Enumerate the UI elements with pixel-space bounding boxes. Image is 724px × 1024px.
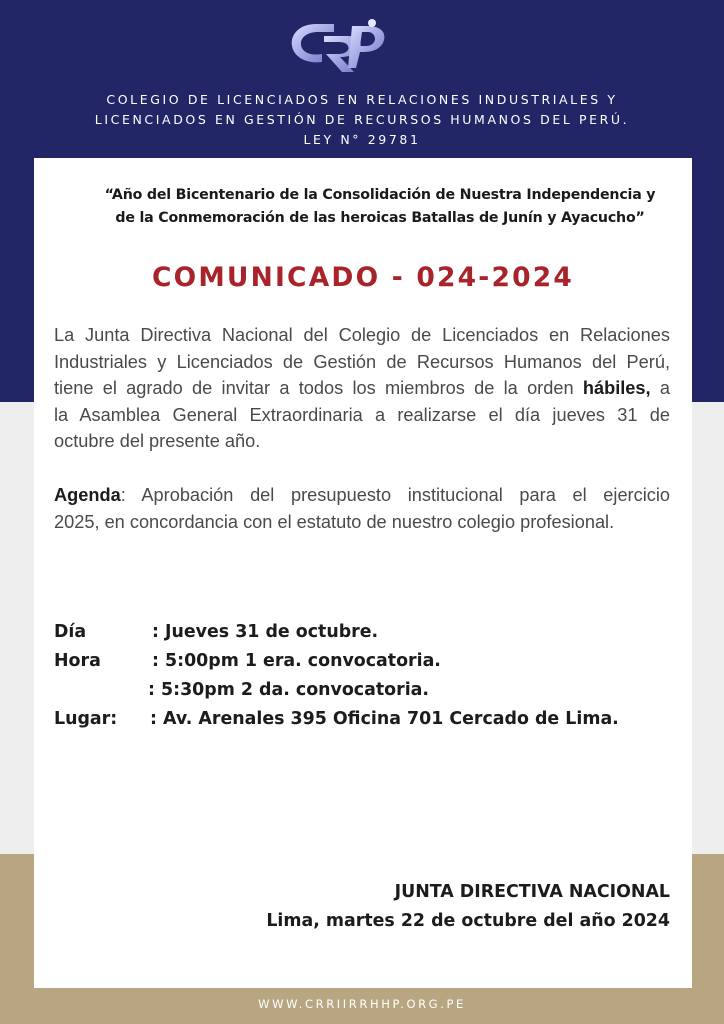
agenda-text: : Aprobación del presupuesto institucional para el ejercicio: [120, 485, 670, 505]
year-motto: [90, 184, 670, 230]
detail-row-hour: [54, 647, 674, 676]
body-text: tiene el agrado de invitar a todos los miembros de la orden: [54, 378, 583, 399]
hour-label: Hora: [54, 651, 101, 671]
event-details: [54, 618, 674, 734]
detail-row-hour-second: [54, 676, 674, 705]
signature-block: [266, 878, 670, 936]
body-line: La Junta Directiva Nacional del Colegio de Licenciados en Relaciones: [54, 325, 670, 345]
org-name-line: LICENCIADOS EN GESTIÓN DE RECURSOS HUMANOS DEL PERÚ.: [94, 112, 630, 127]
law-number: LEY N° 29781: [303, 132, 421, 147]
body-bold-text: hábiles,: [582, 378, 651, 399]
day-label: Día: [54, 622, 87, 642]
body-text: a: [650, 378, 670, 399]
signature-board: JUNTA DIRECTIVA NACIONAL: [394, 882, 670, 902]
body-line: Industriales y Licenciados de Gestión de Recursos Humanos del Perú,: [54, 351, 670, 372]
agenda-line: 2025, en concordancia con el estatuto de nuestro colegio profesional.: [54, 511, 615, 532]
day-value: : Jueves 31 de octubre.: [152, 622, 379, 642]
agenda-line: [54, 482, 670, 509]
body-line: octubre del presente año.: [54, 431, 261, 452]
hour-value-first-call: : 5:00pm 1 era. convocatoria.: [152, 651, 441, 671]
body-line: la Asamblea General Extraordinaria a realizarse el día jueves 31 de: [54, 404, 670, 425]
body-line: [54, 375, 670, 402]
hour-value-second-call: : 5:30pm 2 da. convocatoria.: [148, 680, 429, 700]
org-name-line: COLEGIO DE LICENCIADOS EN RELACIONES INDUSTRIALES Y: [106, 92, 618, 107]
detail-row-place: [54, 705, 674, 734]
detail-row-day: [54, 618, 674, 647]
agenda-paragraph: [54, 482, 670, 535]
place-label: Lugar:: [54, 709, 118, 729]
organization-name: [0, 90, 724, 150]
announcement-card: [34, 158, 692, 988]
place-value: : Av. Arenales 395 Oficina 701 Cercado de Lima.: [150, 709, 619, 729]
year-motto-line: de la Conmemoración de las heroicas Batallas de Junín y Ayacucho”: [115, 210, 645, 226]
crrii-logo-icon: [282, 14, 398, 76]
year-motto-line: “Año del Bicentenario de la Consolidación de Nuestra Independencia y: [104, 187, 656, 203]
signature-date: Lima, martes 22 de octubre del año 2024: [266, 911, 670, 931]
body-paragraph: [54, 322, 670, 455]
website-link[interactable]: WWW.CRRIIRRHHP.ORG.PE: [258, 997, 466, 1011]
announcement-title: COMUNICADO - 024-2024: [151, 262, 575, 293]
agenda-label: Agenda: [54, 485, 121, 505]
